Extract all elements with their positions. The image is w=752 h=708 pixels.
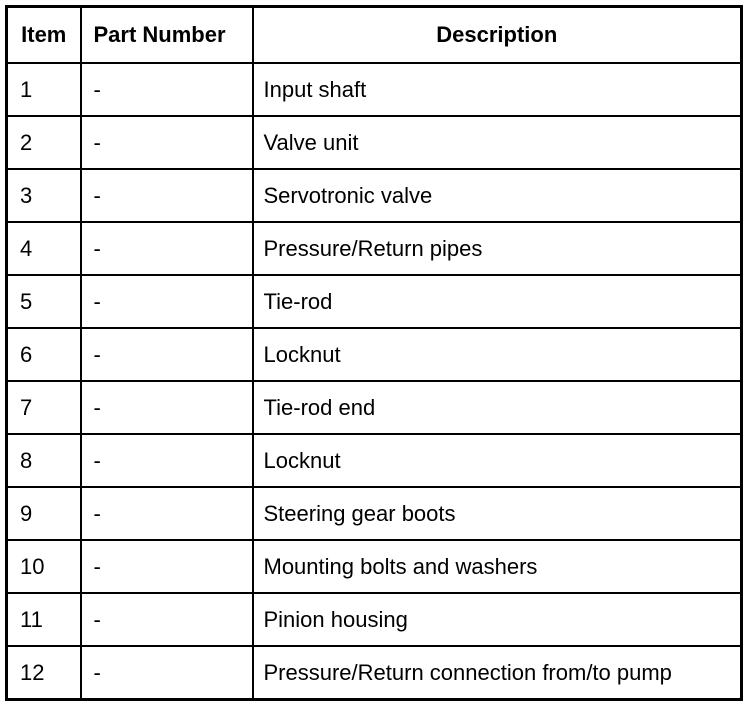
cell-description: Servotronic valve (253, 169, 742, 222)
cell-part-number: - (81, 540, 253, 593)
header-item: Item (7, 7, 81, 64)
table-row (7, 381, 742, 434)
cell-description: Pressure/Return connection from/to pump (253, 646, 742, 700)
cell-description: Pressure/Return pipes (253, 222, 742, 275)
cell-item: 11 (7, 593, 81, 646)
cell-description: Tie-rod end (253, 381, 742, 434)
cell-item: 8 (7, 434, 81, 487)
cell-part-number: - (81, 169, 253, 222)
header-description: Description (253, 7, 742, 64)
cell-description: Tie-rod (253, 275, 742, 328)
cell-part-number: - (81, 434, 253, 487)
cell-item: 12 (7, 646, 81, 700)
table-row (7, 222, 742, 275)
cell-item: 9 (7, 487, 81, 540)
cell-part-number: - (81, 222, 253, 275)
cell-item: 1 (7, 63, 81, 116)
cell-part-number: - (81, 593, 253, 646)
table-row (7, 593, 742, 646)
table-row (7, 328, 742, 381)
table-row (7, 487, 742, 540)
table-row (7, 540, 742, 593)
cell-item: 10 (7, 540, 81, 593)
cell-part-number: - (81, 646, 253, 700)
cell-description: Steering gear boots (253, 487, 742, 540)
cell-part-number: - (81, 116, 253, 169)
cell-item: 4 (7, 222, 81, 275)
cell-part-number: - (81, 487, 253, 540)
table-header (7, 7, 742, 64)
cell-part-number: - (81, 328, 253, 381)
table-row (7, 646, 742, 700)
cell-item: 6 (7, 328, 81, 381)
cell-description: Mounting bolts and washers (253, 540, 742, 593)
cell-description: Locknut (253, 434, 742, 487)
cell-part-number: - (81, 381, 253, 434)
cell-part-number: - (81, 63, 253, 116)
cell-description: Locknut (253, 328, 742, 381)
parts-table (5, 5, 743, 701)
cell-item: 3 (7, 169, 81, 222)
table-row (7, 63, 742, 116)
table-row (7, 434, 742, 487)
header-row (7, 7, 742, 64)
table-row (7, 275, 742, 328)
cell-item: 5 (7, 275, 81, 328)
cell-description: Pinion housing (253, 593, 742, 646)
table-row (7, 169, 742, 222)
cell-part-number: - (81, 275, 253, 328)
cell-item: 7 (7, 381, 81, 434)
cell-item: 2 (7, 116, 81, 169)
cell-description: Valve unit (253, 116, 742, 169)
cell-description: Input shaft (253, 63, 742, 116)
table-row (7, 116, 742, 169)
table-body (7, 63, 742, 700)
header-part-number: Part Number (81, 7, 253, 64)
